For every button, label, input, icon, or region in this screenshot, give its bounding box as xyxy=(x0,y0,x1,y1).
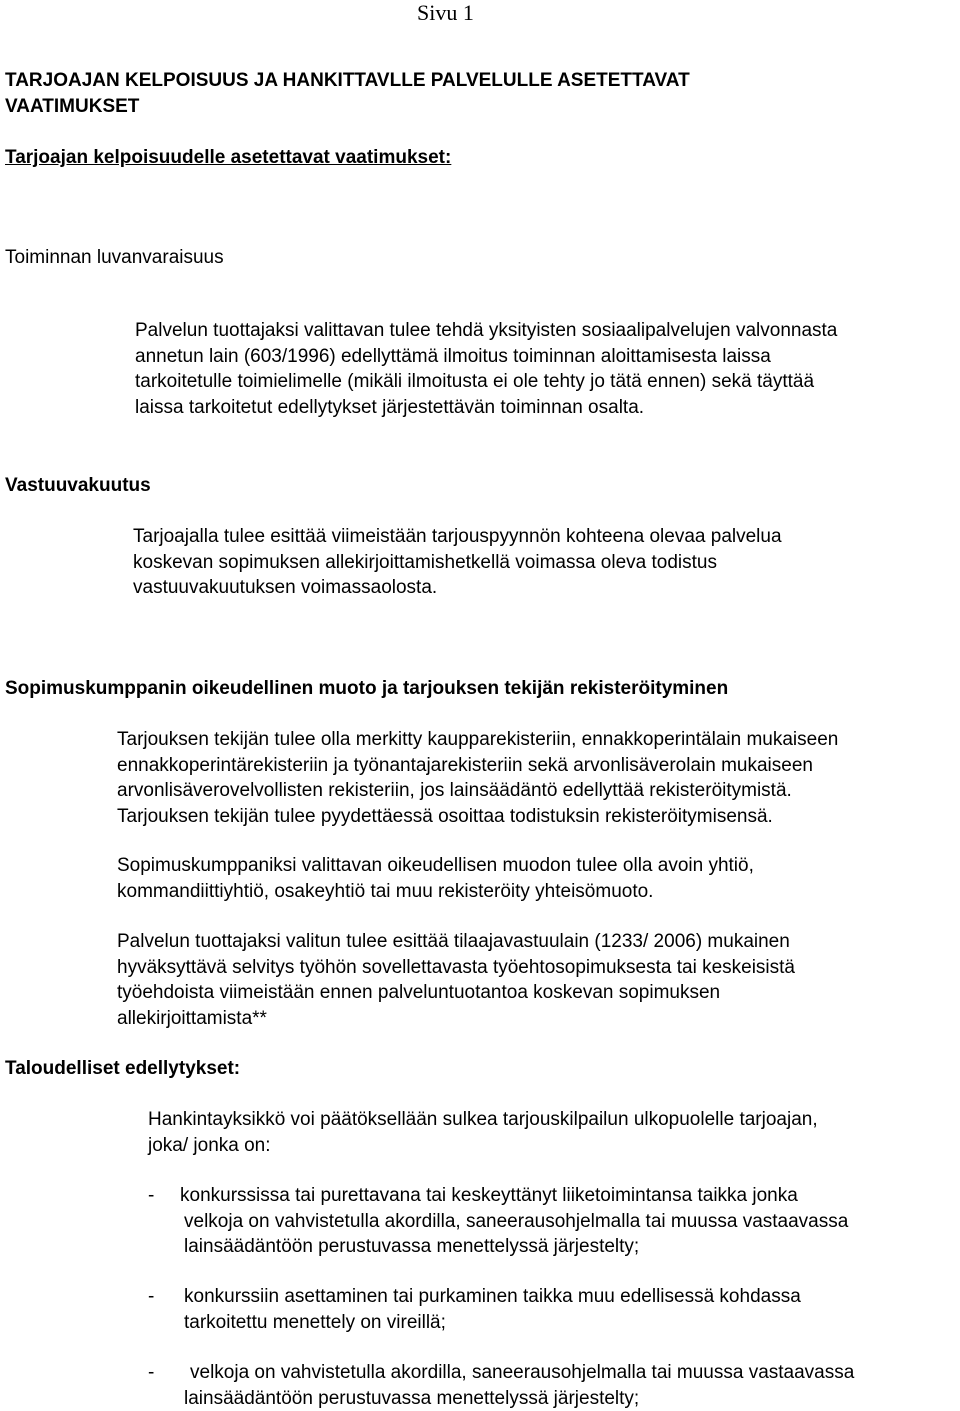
text-line: tarkoitetulle toimielimelle (mikäli ilmoitusta ei ole tehty jo tätä ennen) sekä täyttää xyxy=(135,369,837,395)
text-line: työehdoista viimeistään ennen palveluntuotantoa koskevan sopimuksen xyxy=(117,980,795,1006)
text-line: laissa tarkoitetut edellytykset järjestettävän toiminnan osalta. xyxy=(135,395,837,421)
text-line: Tarjouksen tekijän tulee pyydettäessä osoittaa todistuksin rekisteröitymisensä. xyxy=(117,804,838,830)
text-line: konkurssissa tai purettavana tai keskeyttänyt liiketoimintansa taikka jonka xyxy=(180,1183,848,1209)
title-line: TARJOAJAN KELPOISUUS JA HANKITTAVLLE PALVELULLE ASETETTAVAT xyxy=(5,68,690,94)
heading-taloudelliset: Taloudelliset edellytykset: xyxy=(5,1057,240,1081)
paragraph-sopimuskumppani-1 xyxy=(117,727,838,829)
text-line: tarkoitettu menettely on vireillä; xyxy=(184,1310,801,1336)
text-line: allekirjoittamista** xyxy=(117,1006,795,1032)
text-line: Tarjouksen tekijän tulee olla merkitty kaupparekisteriin, ennakkoperintälain mukaiseen xyxy=(117,727,838,753)
text-line: hyväksyttävä selvitys työhön sovellettavasta työehtosopimuksesta tai keskeisistä xyxy=(117,955,795,981)
text-line: velkoja on vahvistetulla akordilla, saneerausohjelmalla tai muussa vastaavassa xyxy=(190,1360,854,1386)
text-line: ennakkoperintärekisteriin ja työnantajarekisteriin sekä arvonlisäverolain mukaiseen xyxy=(117,753,838,779)
heading-sopimuskumppani: Sopimuskumppanin oikeudellinen muoto ja tarjouksen tekijän rekisteröityminen xyxy=(5,677,728,701)
text-line: koskevan sopimuksen allekirjoittamishetkellä voimassa oleva todistus xyxy=(133,550,782,576)
text-line: Palvelun tuottajaksi valittavan tulee tehdä yksityisten sosiaalipalvelujen valvonnasta xyxy=(135,318,837,344)
paragraph-sopimuskumppani-3 xyxy=(117,929,795,1031)
text-line: joka/ jonka on: xyxy=(148,1133,818,1159)
heading-vastuuvakuutus: Vastuuvakuutus xyxy=(5,474,151,498)
title-line: VAATIMUKSET xyxy=(5,94,690,120)
bullet-marker: - xyxy=(148,1284,154,1310)
subtitle: Tarjoajan kelpoisuudelle asetettavat vaatimukset: xyxy=(5,146,451,170)
text-line: Sopimuskumppaniksi valittavan oikeudellisen muodon tulee olla avoin yhtiö, xyxy=(117,853,754,879)
document-title xyxy=(5,68,690,120)
paragraph-vastuuvakuutus xyxy=(133,524,782,601)
text-line: arvonlisäverovelvollisten rekisteriin, jos lainsäädäntö edellyttää rekisteröitymistä. xyxy=(117,778,838,804)
text-line: Hankintayksikkö voi päätöksellään sulkea tarjouskilpailun ulkopuolelle tarjoajan, xyxy=(148,1107,818,1133)
heading-luvanvaraisuus: Toiminnan luvanvaraisuus xyxy=(5,246,224,270)
paragraph-sopimuskumppani-2 xyxy=(117,853,754,904)
text-line: Palvelun tuottajaksi valitun tulee esittää tilaajavastuulain (1233/ 2006) mukainen xyxy=(117,929,795,955)
bullet-item xyxy=(180,1183,848,1260)
text-line: velkoja on vahvistetulla akordilla, saneerausohjelmalla tai muussa vastaavassa xyxy=(180,1209,848,1235)
text-line: lainsäädäntöön perustuvassa menettelyssä järjestelty; xyxy=(184,1386,854,1411)
bullet-item xyxy=(184,1284,801,1335)
bullet-marker: - xyxy=(148,1183,154,1209)
text-line: vastuuvakuutuksen voimassaolosta. xyxy=(133,575,782,601)
text-line: lainsäädäntöön perustuvassa menettelyssä järjestelty; xyxy=(180,1234,848,1260)
bullet-marker: - xyxy=(148,1360,154,1386)
paragraph-taloudelliset-intro xyxy=(148,1107,818,1158)
text-line: konkurssiin asettaminen tai purkaminen taikka muu edellisessä kohdassa xyxy=(184,1284,801,1310)
page-number: Sivu 1 xyxy=(417,0,474,26)
text-line: annetun lain (603/1996) edellyttämä ilmoitus toiminnan aloittamisesta laissa xyxy=(135,344,837,370)
bullet-item xyxy=(190,1360,854,1411)
paragraph-luvanvaraisuus xyxy=(135,318,837,420)
text-line: Tarjoajalla tulee esittää viimeistään tarjouspyynnön kohteena olevaa palvelua xyxy=(133,524,782,550)
text-line: kommandiittiyhtiö, osakeyhtiö tai muu rekisteröity yhteisömuoto. xyxy=(117,879,754,905)
